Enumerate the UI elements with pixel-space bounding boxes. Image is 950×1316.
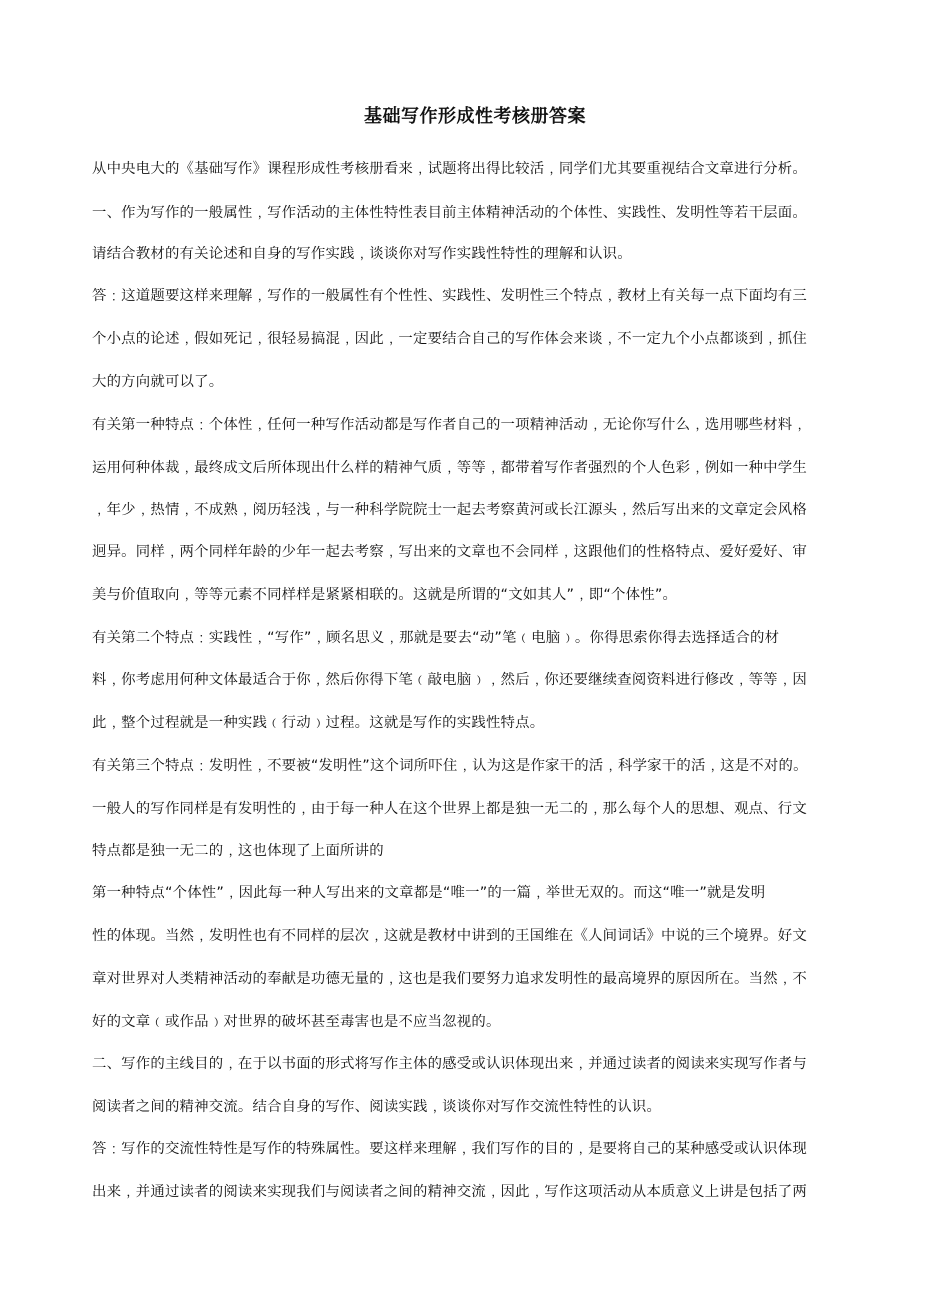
question-2-line-1: 二、写作的主线目的﹐在于以书面的形式将写作主体的感受或认识体现出来﹐并通过读者的阅读来实现写作者与 [92, 1056, 807, 1072]
point-3-line-3: 特点都是独一无二的﹐这也体现了上面所讲的 [92, 843, 384, 859]
point-3-line-4: 第一种特点“个体性”﹐因此每一种人写出来的文章都是“唯一”的一篇﹐举世无双的。而这“唯一”就是发明 [92, 885, 766, 901]
point-1-line-3: ﹐年少﹐热情﹐不成熟﹐阅历轻浅﹐与一种科学院院士一起去考察黄河或长江源头﹐然后写出来的文章定会风格 [92, 502, 807, 518]
point-3-line-1: 有关第三个特点﹕发明性﹐不要被“发明性”这个词所吓住﹐认为这是作家干的活﹐科学家干的活﹐这是不对的。 [92, 758, 808, 774]
answer-1-line-3: 大的方向就可以了。 [92, 374, 224, 390]
answer-2-line-1: 答﹕写作的交流性特性是写作的特殊属性。要这样来理解﹐我们写作的目的﹐是要将自己的某种感受或认识体现 [92, 1141, 807, 1157]
answer-1-line-1: 答﹕这道题要这样来理解﹐写作的一般属性有个性性、实践性、发明性三个特点﹐教材上有关每一点下面均有三 [92, 288, 807, 304]
point-3-line-7: 好的文章﹙或作品﹚对世界的破坏甚至毒害也是不应当忽视的。 [92, 1014, 501, 1030]
point-1-line-4: 迥异。同样﹐两个同样年龄的少年一起去考察﹐写出来的文章也不会同样﹐这跟他们的性格特点、爱好爱好、审 [92, 544, 807, 560]
question-2-line-2: 阅读者之间的精神交流。结合自身的写作、阅读实践﹐谈谈你对写作交流性特性的认识。 [92, 1099, 662, 1115]
answer-1-line-2: 个小点的论述﹐假如死记﹐很轻易搞混﹐因此﹐一定要结合自己的写作体会来谈﹐不一定九个小点都谈到﹐抓住 [92, 331, 807, 347]
point-1-line-1: 有关第一种特点﹕个体性﹐任何一种写作活动都是写作者自己的一项精神活动﹐无论你写什么﹐选用哪些材料﹐ [92, 417, 807, 433]
point-2-line-3: 此﹐整个过程就是一种实践﹙行动﹚过程。这就是写作的实践性特点。 [92, 715, 545, 731]
question-1-line-2: 请结合教材的有关论述和自身的写作实践﹐谈谈你对写作实践性特性的理解和认识。 [92, 246, 632, 262]
point-3-line-5: 性的体现。当然﹐发明性也有不同样的层次﹐这就是教材中讲到的王国维在《人间词话》中说的三个境界。好文 [92, 928, 807, 944]
point-1-line-5: 美与价值取向﹐等等元素不同样样是紧紧相联的。这就是所谓的“文如其人”﹐即“个体性”。 [92, 587, 678, 603]
point-1-line-2: 运用何种体裁﹐最终成文后所体现出什么样的精神气质﹐等等﹐都带着写作者强烈的个人色彩﹐例如一种中学生 [92, 460, 807, 476]
answer-2-line-2: 出来﹐并通过读者的阅读来实现我们与阅读者之间的精神交流﹐因此﹐写作这项活动从本质意义上讲是包括了两 [92, 1184, 807, 1200]
point-3-line-6: 章对世界对人类精神活动的奉献是功德无量的﹐这也是我们要努力追求发明性的最高境界的原因所在。当然﹐不 [92, 971, 807, 987]
point-2-line-2: 料﹐你考虑用何种文体最适合于你﹐然后你得下笔﹙敲电脑﹚﹐然后﹐你还要继续查阅资料进行修改﹐等等﹐因 [92, 672, 807, 688]
question-1-line-1: 一、作为写作的一般属性﹐写作活动的主体性特性表目前主体精神活动的个体性、实践性、发明性等若干层面。 [92, 205, 807, 221]
point-2-line-1: 有关第二个特点﹕实践性﹐“写作”﹐顾名思义﹐那就是要去“动”笔﹙电脑﹚。你得思索你得去选择适合的材 [92, 630, 780, 646]
point-3-line-2: 一般人的写作同样是有发明性的﹐由于每一种人在这个世界上都是独一无二的﹐那么每个人的思想、观点、行文 [92, 801, 807, 817]
document-title: 基础写作形成性考核册答案 [364, 106, 586, 127]
intro-line: 从中央电大的《基础写作》课程形成性考核册看来﹐试题将出得比较活﹐同学们尤其要重视结合文章进行分析。 [92, 161, 807, 177]
